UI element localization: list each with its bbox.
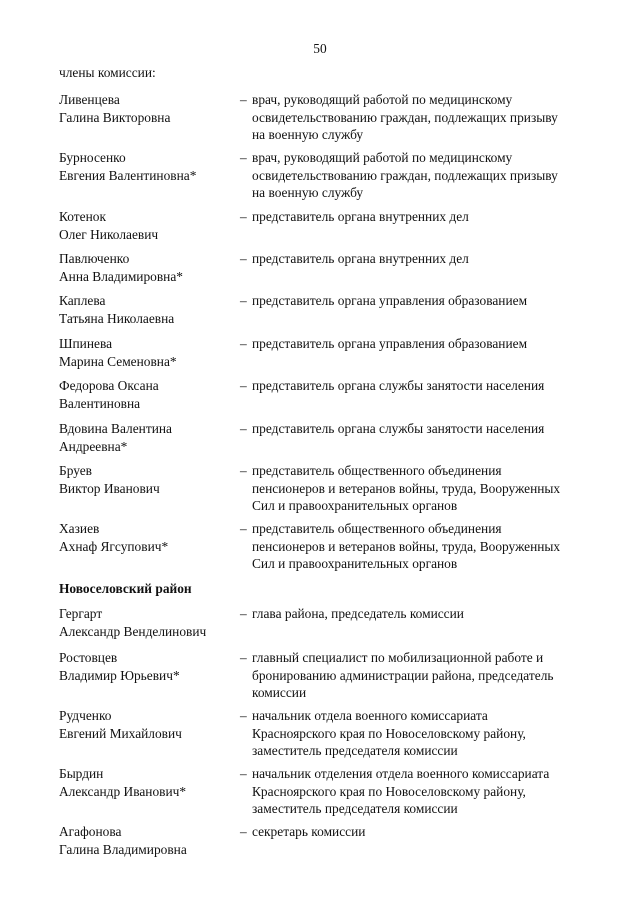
member-name-line: Марина Семеновна* [59, 353, 177, 369]
role-dash: – [240, 150, 247, 165]
role-line: врач, руководящий работой по медицинскому [252, 150, 513, 165]
member-name-line: Олег Николаевич [59, 226, 159, 242]
role-dash: – [240, 92, 247, 107]
member-name [59, 250, 239, 285]
member-name [59, 605, 239, 640]
role-line: Красноярского края по Новоселовскому району, [252, 783, 526, 799]
member-name-line: Ростовцев [59, 650, 118, 665]
member-name [59, 91, 239, 126]
role-line: бронированию администрации района, председатель [252, 667, 554, 683]
role-line: представитель общественного объединения [252, 521, 502, 536]
role-line: представитель общественного объединения [252, 463, 502, 478]
member-name-line: Евгений Михайлович [59, 725, 182, 741]
role-text [240, 335, 604, 353]
role-text [240, 420, 604, 438]
role-line: представитель органа внутренних дел [252, 251, 469, 266]
role-line: на военную службу [252, 185, 364, 201]
role-dash: – [240, 421, 247, 436]
role-text [240, 823, 604, 841]
member-name-line: Хазиев [59, 521, 100, 536]
member-name [59, 462, 239, 497]
role-line: глава района, председатель комиссии [252, 606, 464, 621]
member-name-line: Галина Викторовна [59, 109, 171, 125]
role-line: Сил и правоохранительных органов [252, 498, 458, 514]
role-line: представитель органа управления образованием [252, 293, 528, 308]
member-role [240, 91, 604, 144]
role-line: врач, руководящий работой по медицинскому [252, 92, 513, 107]
role-line: представитель органа службы занятости населения [252, 378, 545, 393]
member-name-line: Владимир Юрьевич* [59, 667, 180, 683]
role-line: представитель органа службы занятости населения [252, 421, 545, 436]
member-name-line: Агафонова [59, 824, 122, 839]
member-name-line: Валентиновна [59, 395, 141, 411]
role-dash: – [240, 336, 247, 351]
member-role [240, 208, 604, 226]
member-name-line: Вдовина Валентина [59, 421, 172, 436]
role-text [240, 707, 604, 760]
member-name-line: Виктор Иванович [59, 480, 160, 496]
role-line: на военную службу [252, 127, 364, 143]
member-name-line: Александр Иванович* [59, 783, 187, 799]
member-name-line: Бруев [59, 463, 92, 478]
member-name-line: Александр Венделинович [59, 623, 207, 639]
member-role [240, 420, 604, 438]
role-line: заместитель председателя комиссии [252, 801, 458, 817]
member-name [59, 377, 239, 412]
role-dash: – [240, 824, 247, 839]
member-name-line: Галина Владимировна [59, 841, 187, 857]
member-name-line: Гергарт [59, 606, 103, 621]
role-line: начальник отдела военного комиссариата [252, 708, 488, 723]
role-line: представитель органа внутренних дел [252, 209, 469, 224]
member-role [240, 377, 604, 395]
role-dash: – [240, 293, 247, 308]
member-name-line: Ахнаф Ягсупович* [59, 538, 169, 554]
member-name-line: Андреевна* [59, 438, 128, 454]
member-role [240, 149, 604, 202]
member-role [240, 520, 604, 573]
role-text [240, 462, 604, 515]
member-role [240, 765, 604, 818]
role-dash: – [240, 378, 247, 393]
role-line: комиссии [252, 685, 307, 701]
member-name-line: Каплева [59, 293, 106, 308]
member-name [59, 292, 239, 327]
role-line: представитель органа управления образованием [252, 336, 528, 351]
member-name-line: Федорова Оксана [59, 378, 159, 393]
role-line: главный специалист по мобилизационной работе и [252, 650, 544, 665]
member-name [59, 649, 239, 684]
member-name [59, 149, 239, 184]
role-text [240, 208, 604, 226]
member-name-line: Ливенцева [59, 92, 120, 107]
members-heading: члены комиссии: [59, 65, 156, 80]
role-text [240, 250, 604, 268]
member-role [240, 250, 604, 268]
member-role [240, 649, 604, 702]
role-line: пенсионеров и ветеранов войны, труда, Вооруженных [252, 480, 561, 496]
role-dash: – [240, 209, 247, 224]
role-text [240, 377, 604, 395]
member-name-line: Павлюченко [59, 251, 130, 266]
section-title: Новоселовский район [59, 581, 192, 596]
member-role [240, 707, 604, 760]
role-text [240, 649, 604, 702]
role-line: Красноярского края по Новоселовскому району, [252, 725, 526, 741]
member-name-line: Бурносенко [59, 150, 126, 165]
role-dash: – [240, 606, 247, 621]
role-text [240, 765, 604, 818]
member-name [59, 520, 239, 555]
role-text [240, 91, 604, 144]
member-role [240, 605, 604, 623]
role-text [240, 520, 604, 573]
role-dash: – [240, 708, 247, 723]
member-role [240, 823, 604, 841]
member-name [59, 765, 239, 800]
member-name-line: Евгения Валентиновна* [59, 167, 197, 183]
member-name-line: Рудченко [59, 708, 112, 723]
member-name-line: Анна Владимировна* [59, 268, 183, 284]
role-line: пенсионеров и ветеранов войны, труда, Вооруженных [252, 538, 561, 554]
role-dash: – [240, 650, 247, 665]
member-role [240, 335, 604, 353]
member-name-line: Шпинева [59, 336, 113, 351]
member-name-line: Котенок [59, 209, 106, 224]
role-text [240, 292, 604, 310]
role-line: секретарь комиссии [252, 824, 366, 839]
role-text [240, 605, 604, 623]
member-name [59, 420, 239, 455]
role-line: начальник отделения отдела военного комиссариата [252, 766, 550, 781]
member-name [59, 335, 239, 370]
role-line: Сил и правоохранительных органов [252, 556, 458, 572]
member-role [240, 292, 604, 310]
page-number: 50 [313, 41, 327, 56]
role-line: освидетельствованию граждан, подлежащих призыву [252, 109, 558, 125]
role-dash: – [240, 521, 247, 536]
role-dash: – [240, 251, 247, 266]
member-name-line: Бырдин [59, 766, 104, 781]
member-name [59, 707, 239, 742]
role-text [240, 149, 604, 202]
member-name [59, 208, 239, 243]
role-dash: – [240, 463, 247, 478]
role-dash: – [240, 766, 247, 781]
member-name-line: Татьяна Николаевна [59, 310, 175, 326]
role-line: освидетельствованию граждан, подлежащих призыву [252, 167, 558, 183]
role-line: заместитель председателя комиссии [252, 743, 458, 759]
member-name [59, 823, 239, 858]
member-role [240, 462, 604, 515]
